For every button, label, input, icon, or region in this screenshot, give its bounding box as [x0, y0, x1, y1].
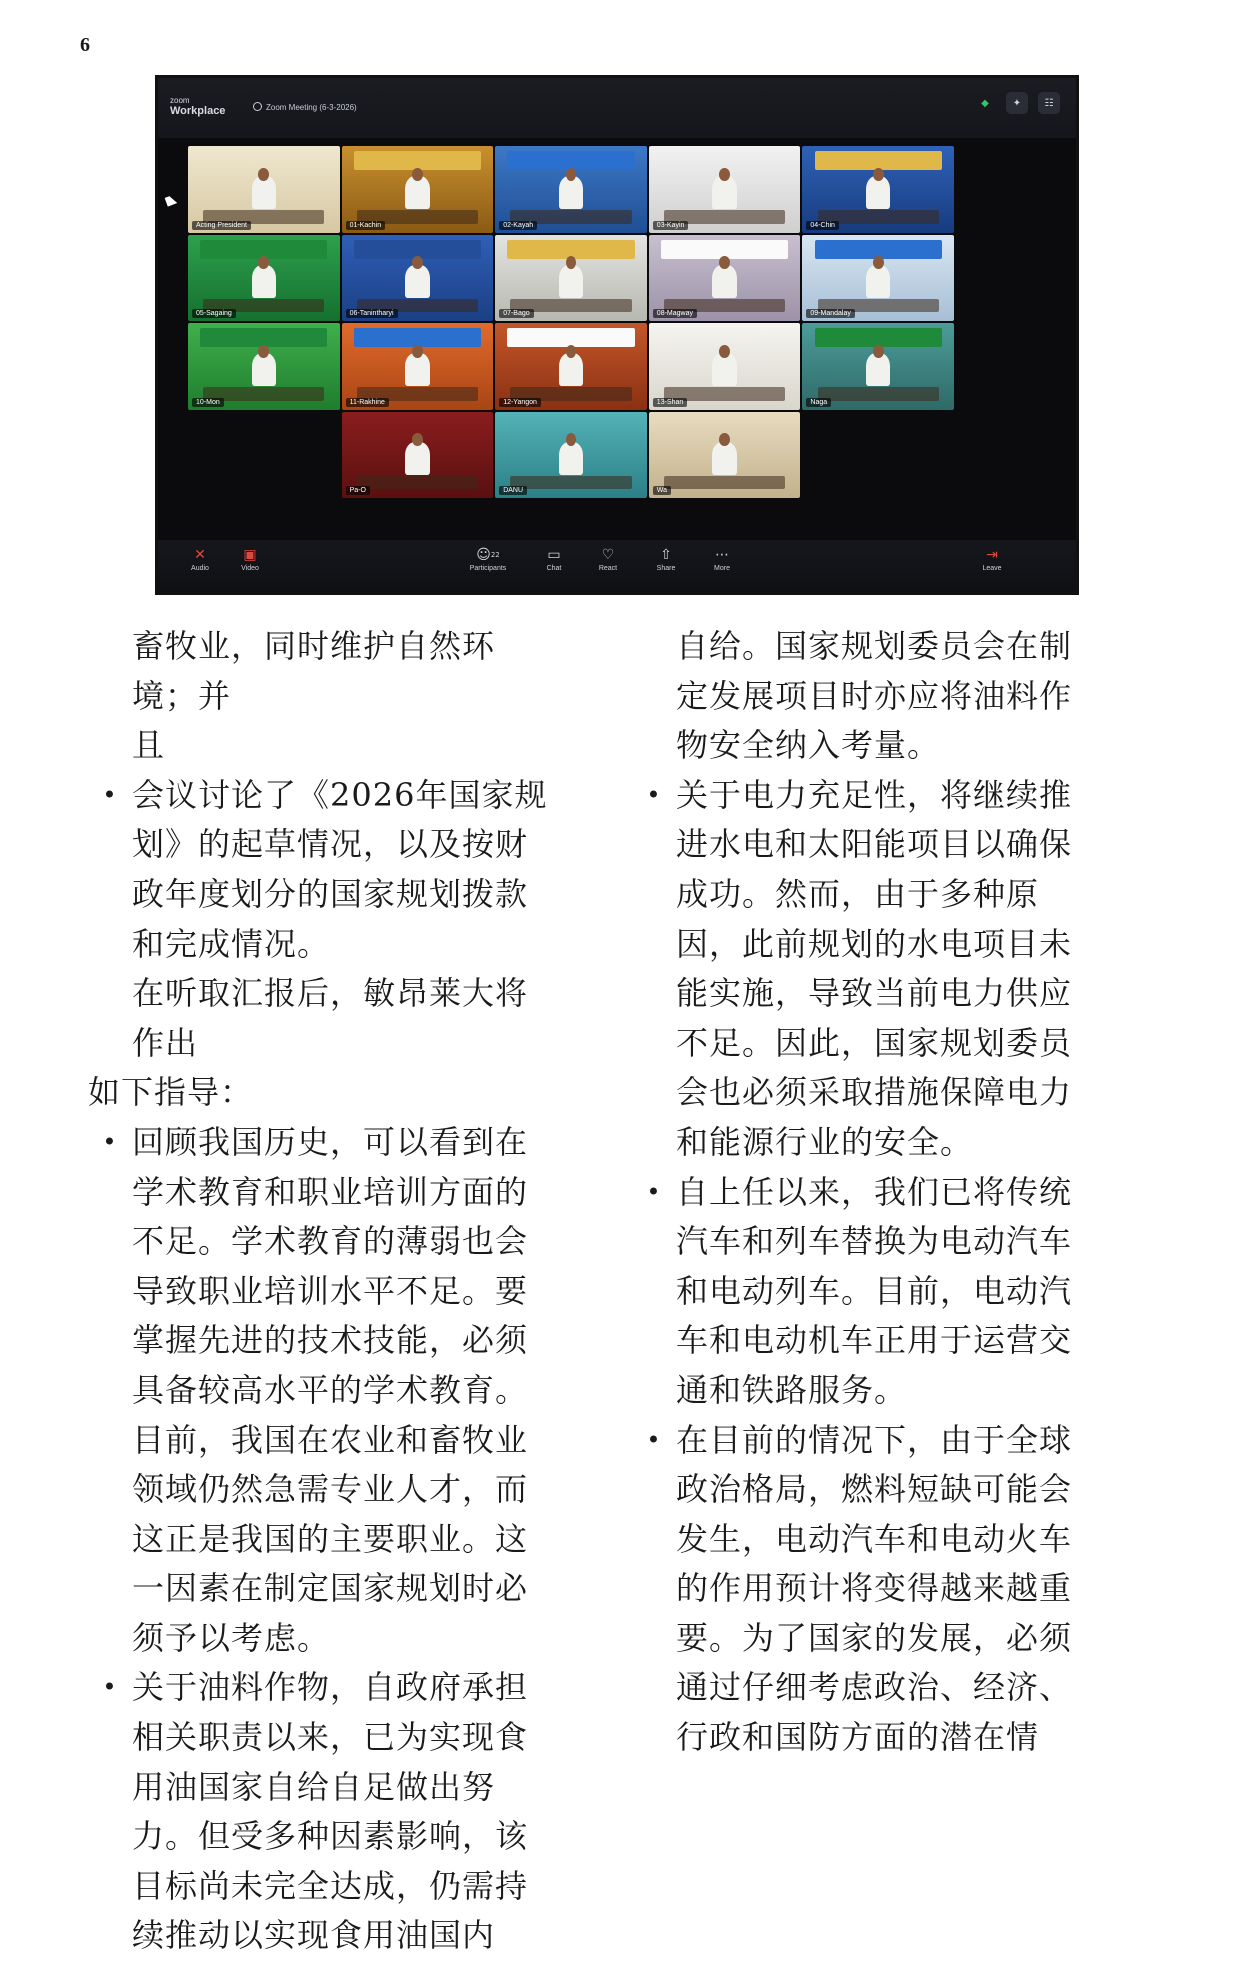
audio-button[interactable]: ✕ Audio [176, 546, 224, 574]
bullet-icon: • [102, 1127, 118, 1156]
participant-name-tag: 02-Kayah [499, 221, 537, 230]
bullet-item [88, 1663, 558, 1961]
participant-figure [712, 176, 736, 209]
share-button[interactable]: ⇧ Share [642, 546, 690, 574]
video-tile[interactable] [802, 146, 954, 233]
paragraph-lead: 在听取汇报后，敏昂莱大将作出 [132, 974, 529, 1062]
bullet-text: 回顾我国历史，可以看到在学术教育和职业培训方面的不足。学术教育的薄弱也会导致职业培训水平不足。要掌握先进的技术技能，必须具备较高水平的学术教育。目前，我国在农业和畜牧业领域仍然急需专业人才，而这正是我国的主要职业。这一因素在制定国家规划时必须予以考虑。 [132, 1122, 529, 1657]
heart-icon: ♡ [601, 547, 615, 563]
bullet-item [632, 771, 1102, 1168]
bullet-text: 自上任以来，我们已将传统汽车和列车替换为电动汽车和电动列车。目前，电动汽车和电动机车正用于运营交通和铁路服务。 [676, 1172, 1073, 1409]
desk [357, 476, 478, 490]
text-line: 且 [132, 726, 166, 765]
participant-figure [712, 265, 736, 298]
participant-figure [712, 442, 736, 475]
participant-figure [866, 176, 890, 209]
info-icon [253, 102, 262, 111]
camera-off-icon: ▣ [243, 547, 257, 563]
video-button[interactable]: ▣ Video [226, 546, 274, 574]
participant-figure [559, 442, 583, 475]
participant-name-tag: Pa-O [346, 486, 370, 495]
participant-figure [252, 265, 276, 298]
continued-text [88, 622, 558, 771]
text-line: 畜牧业，同时维护自然环境；并 [132, 627, 496, 715]
chat-button[interactable]: ▭ Chat [530, 546, 578, 574]
video-tile[interactable] [188, 323, 340, 410]
participant-name-tag: 01-Kachin [346, 221, 386, 230]
meeting-photo [155, 75, 1079, 595]
video-tile[interactable] [649, 235, 801, 322]
video-tile[interactable] [342, 323, 494, 410]
participant-figure [405, 176, 429, 209]
video-tile [188, 412, 340, 499]
video-tile[interactable] [649, 412, 801, 499]
desk [818, 387, 939, 401]
leave-button[interactable]: ⇥ Leave [968, 546, 1016, 574]
bullet-icon: • [102, 780, 118, 809]
participant-name-tag: 04-Chin [806, 221, 839, 230]
mouse-cursor-icon [165, 195, 177, 207]
article-column-left [88, 622, 558, 1961]
video-tile [802, 412, 954, 499]
video-tile[interactable] [495, 146, 647, 233]
participants-icon: ☺$^{22}$ [476, 547, 500, 563]
participant-figure [405, 353, 429, 386]
bullet-text: 关于电力充足性，将继续推进水电和太阳能项目以确保成功。然而，由于多种原因，此前规划的水电项目未能实施，导致当前电力供应不足。因此，国家规划委员会也必须采取措施保障电力和能源行业的安全。 [676, 775, 1073, 1161]
participant-figure [712, 353, 736, 386]
participant-name-tag: DANU [499, 486, 527, 495]
paragraph-lead-cont: 如下指导： [88, 1073, 254, 1112]
bullet-icon: • [646, 1177, 662, 1206]
participant-figure [559, 176, 583, 209]
chat-icon: ▭ [547, 547, 561, 563]
bullet-text: 在目前的情况下，由于全球政治格局，燃料短缺可能会发生，电动汽车和电动火车的作用预计将变得越来越重要。为了国家的发展，必须通过仔细考虑政治、经济、行政和国防方面的潜在情 [676, 1420, 1073, 1757]
desk [664, 476, 785, 490]
video-tile[interactable] [188, 146, 340, 233]
participant-name-tag: 03-Kayin [653, 221, 689, 230]
sparkle-icon[interactable]: ✦ [1006, 92, 1028, 114]
zoom-logo: zoom Workplace [170, 96, 226, 117]
continued-text: 自给。国家规划委员会在制定发展项目时亦应将油料作物安全纳入考量。 [676, 627, 1073, 765]
zoom-title-bar [158, 78, 1076, 138]
share-screen-icon: ⇧ [660, 547, 672, 563]
participant-name-tag: 08-Magway [653, 309, 697, 318]
participant-name-tag: 09-Mandalay [806, 309, 854, 318]
participant-figure [866, 353, 890, 386]
video-tile[interactable] [188, 235, 340, 322]
bullet-text: 会议讨论了《2026年国家规划》的起草情况，以及按财政年度划分的国家规划拨款和完成情况。 [132, 775, 548, 963]
desk [510, 476, 631, 490]
participant-figure [405, 442, 429, 475]
video-tile[interactable] [802, 235, 954, 322]
bullet-item [88, 771, 558, 969]
video-tile[interactable] [495, 412, 647, 499]
more-button[interactable]: ⋯ More [698, 546, 746, 574]
bullet-icon: • [646, 1425, 662, 1454]
article-column-right [632, 622, 1102, 1763]
microphone-muted-icon: ✕ [194, 547, 206, 563]
video-tile[interactable] [342, 146, 494, 233]
bullet-item [632, 1416, 1102, 1763]
video-tile[interactable] [342, 412, 494, 499]
video-tile[interactable] [802, 323, 954, 410]
video-tile[interactable] [495, 323, 647, 410]
participant-figure [559, 265, 583, 298]
participant-name-tag: 13-Shan [653, 398, 687, 407]
participant-name-tag: 06-Tanintharyi [346, 309, 398, 318]
bullet-item [88, 1118, 558, 1664]
bullet-item [632, 1168, 1102, 1416]
participant-name-tag: 11-Rakhine [346, 398, 389, 407]
participant-name-tag: Acting President [192, 221, 251, 230]
participant-figure [559, 353, 583, 386]
video-tile[interactable] [495, 235, 647, 322]
page-number: 6 [80, 34, 90, 56]
video-tile[interactable] [649, 146, 801, 233]
participant-name-tag: 12-Yangon [499, 398, 541, 407]
more-icon: ⋯ [715, 547, 729, 563]
video-tile[interactable] [342, 235, 494, 322]
bullet-icon: • [102, 1673, 118, 1702]
bullet-text: 关于油料作物，自政府承担相关职责以来，已为实现食用油国家自给自足做出努力。但受多种因素影响，该目标尚未完全达成，仍需持续推动以实现食用油国内 [132, 1668, 529, 1955]
bullet-icon: • [646, 780, 662, 809]
participant-name-tag: Naga [806, 398, 831, 407]
video-grid [188, 146, 954, 498]
participant-name-tag: 07-Bago [499, 309, 533, 318]
meeting-title: Zoom Meeting (6-3-2026) [253, 102, 357, 112]
react-button[interactable]: ♡ React [584, 546, 632, 574]
grid-icon[interactable]: ☷ [1038, 92, 1060, 114]
participant-figure [866, 265, 890, 298]
participant-figure [405, 265, 429, 298]
participant-name-tag: 05-Sagaing [192, 309, 236, 318]
participant-name-tag: Wa [653, 486, 671, 495]
shield-icon[interactable]: ◆ [981, 97, 989, 109]
participant-name-tag: 10-Mon [192, 398, 224, 407]
zoom-toolbar [158, 540, 1076, 592]
leave-icon: ⇥ [986, 547, 998, 563]
video-tile[interactable] [649, 323, 801, 410]
participant-figure [252, 176, 276, 209]
participants-button[interactable]: ☺$^{22}$ Participants [458, 546, 518, 574]
participant-figure [252, 353, 276, 386]
